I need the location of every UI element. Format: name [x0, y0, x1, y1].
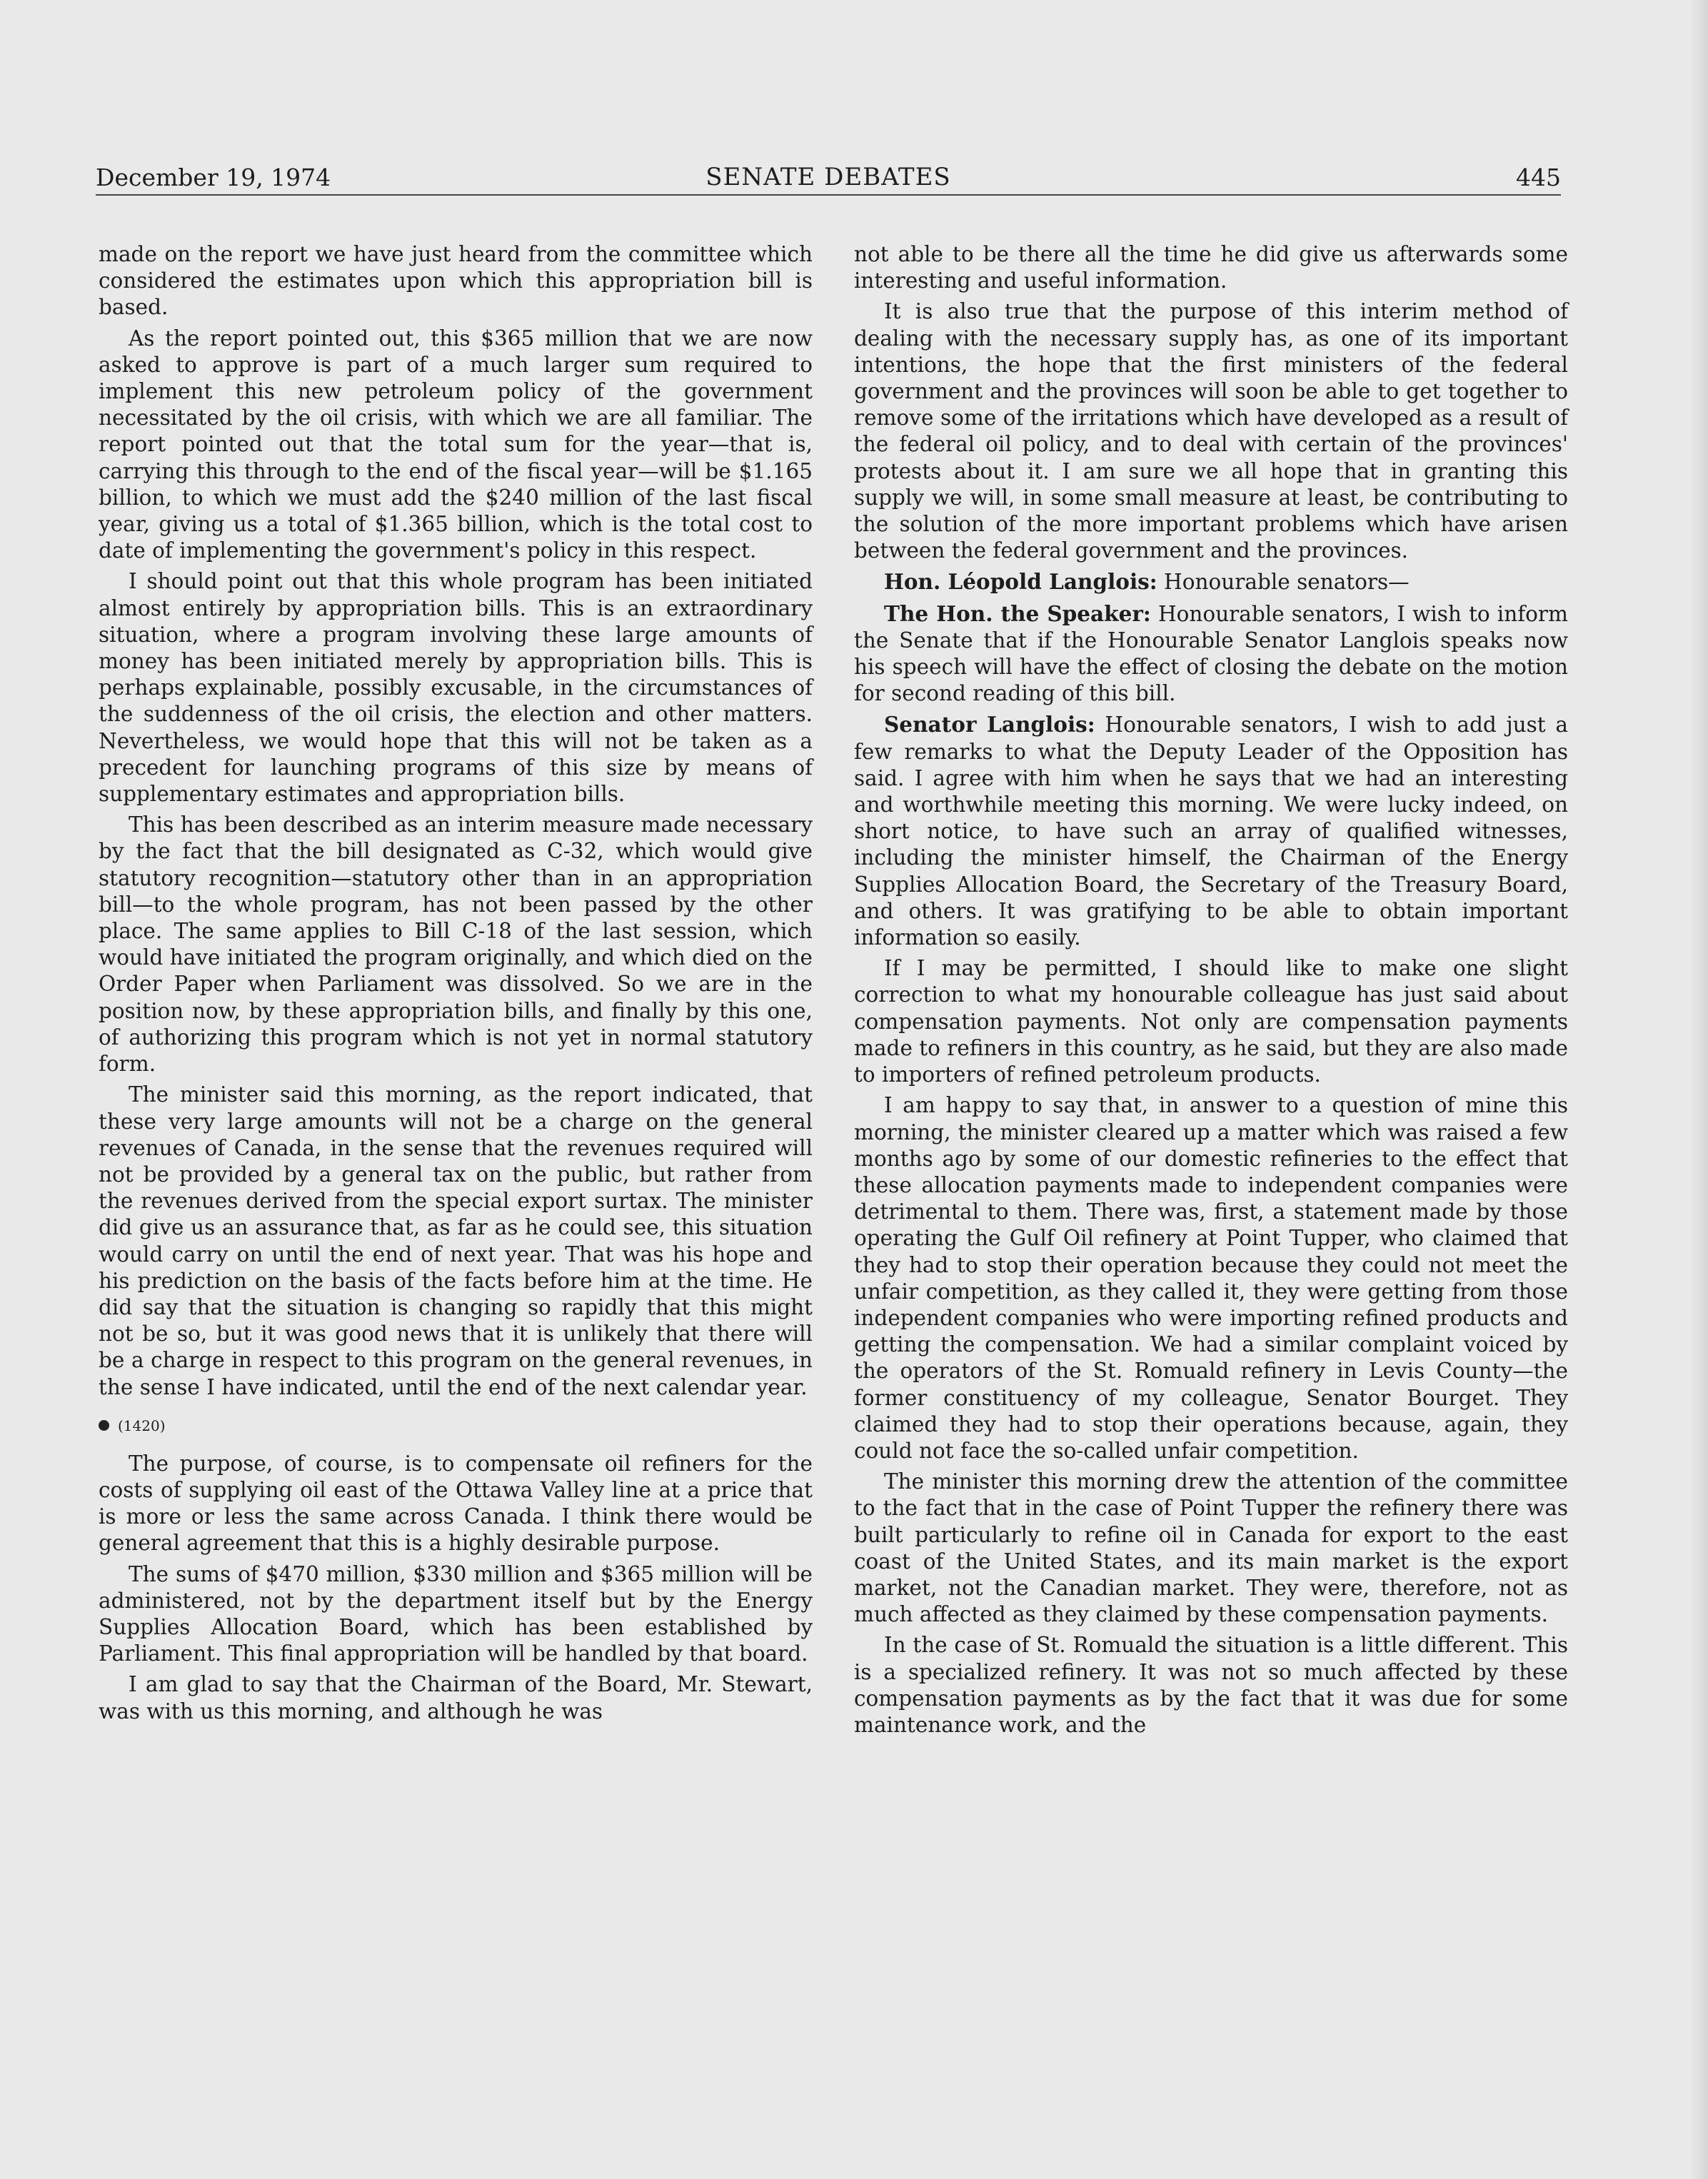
paragraph: The sums of $470 million, $330 million and $365 million will be administered, not by the department itself but by the Energy Supplies Allocation Board, which has been established by Parliament. This final appropriation will be handled by that board.: [99, 1561, 813, 1666]
paragraph: The purpose, of course, is to compensate oil refiners for the costs of supplying oil east of the Ottawa Valley line at a price that is more or less the same across Canada. I think there would be general agreement that this is a highly desirable purpose.: [99, 1451, 813, 1556]
paragraph: The minister said this morning, as the report indicated, that these very large amounts will not be a charge on the general revenues of Canada, in the sense that the revenues required will not be provided by a general tax on the public, but rather from the revenues derived from the special export surtax. The minister did give us an assurance that, as far as he could see, this situation would carry on until the end of next year. That was his hope and his prediction on the basis of the facts before him at the time. He did say that the situation is changing so rapidly that this might not be so, but it was good news that it is unlikely that there will be a charge in respect to this program on the general revenues, in the sense I have indicated, until the end of the next calendar year.: [99, 1082, 813, 1399]
bullet-dot-icon: [99, 1420, 109, 1431]
paragraph: As the report pointed out, this $365 million that we are now asked to approve is part of a much larger sum required to implement this new petroleum policy of the government necessitated by the oil crisis, with which we are all familiar. The report pointed out that the total sum for the year—that is, carrying this through to the end of the fiscal year—will be $1.165 billion, to which we must add the $240 million of the last fiscal year, giving us a total of $1.365 billion, which is the total cost to date of implementing the government's policy in this respect.: [99, 326, 813, 563]
speech-text: Honourable senators, I wish to inform the Senate that if the Honourable Senator Langlois speaks now his speech will have the effect of closing the debate on the motion for second reading of this bill.: [854, 601, 1568, 706]
time-marker-label: (1420): [118, 1416, 166, 1434]
speech-paragraph: [854, 711, 1568, 951]
page-header: [96, 157, 1561, 196]
header-title: SENATE DEBATES: [705, 163, 951, 191]
paragraph: In the case of St. Romuald the situation is a little different. This is a specialized refinery. It was not so much affected by these compensation payments as by the fact that it was due for some maintenance work, and the: [854, 1633, 1568, 1737]
paragraph: made on the report we have just heard from the committee which considered the estimates upon which this appropriation bill is based.: [99, 242, 813, 320]
paragraph: This has been described as an interim measure made necessary by the fact that the bill designated as C-32, which would give statutory recognition—statutory other than in an appropriation bill—to the whole program, has not been passed by the other place. The same applies to Bill C-18 of the last session, which would have initiated the program originally, and which died on the Order Paper when Parliament was dissolved. So we are in the position now, by these appropriation bills, and finally by this one, of authorizing this program which is not yet in normal statutory form.: [99, 812, 813, 1077]
speech-paragraph: [854, 568, 1568, 595]
paragraph: If I may be permitted, I should like to make one slight correction to what my honourable colleague has just said about compensation payments. Not only are compensation payments made to refiners in this country, as he said, but they are also made to importers of refined petroleum products.: [854, 956, 1568, 1087]
paragraph: I am glad to say that the Chairman of the Board, Mr. Stewart, was with us this morning, and although he was: [99, 1672, 813, 1723]
header-date: December 19, 1974: [96, 163, 331, 191]
page-number: 445: [1516, 163, 1561, 191]
paragraph: not able to be there all the time he did give us afterwards some interesting and useful information.: [854, 242, 1568, 293]
paragraph: I should point out that this whole program has been initiated almost entirely by appropriation bills. This is an extraordinary situation, where a program involving these large amounts of money has been initiated merely by appropriation bills. This is perhaps explainable, possibly excusable, in the circumstances of the suddenness of the oil crisis, the election and other matters. Nevertheless, we would hope that this will not be taken as a precedent for launching programs of this size by means of supplementary estimates and appropriation bills.: [99, 569, 813, 807]
speaker-name: Senator Langlois:: [884, 712, 1095, 738]
speech-paragraph: [854, 600, 1568, 708]
time-marker: [99, 1416, 813, 1435]
page-edge: [1689, 0, 1708, 2179]
right-column: [854, 241, 1568, 1743]
speaker-name: Hon. Léopold Langlois:: [884, 569, 1157, 595]
speech-text: Honourable senators, I wish to add just a few remarks to what the Deputy Leader of the Opposition has said. I agree with him when he says that we had an interesting and worthwhile meeting this morning. We were lucky indeed, on short notice, to have such an array of qualified witnesses, including the minister himself, the Chairman of the Energy Supplies Allocation Board, the Secretary of the Treasury Board, and others. It was gratifying to be able to obtain important information so easily.: [854, 713, 1568, 950]
paragraph: I am happy to say that, in answer to a question of mine this morning, the minister cleared up a matter which was raised a few months ago by some of our domestic refineries to the effect that these allocation payments made to independent companies were detrimental to them. There was, first, a statement made by those operating the Gulf Oil refinery at Point Tupper, who claimed that they had to stop their operation because they could not meet the unfair competition, as they called it, they were getting from those independent companies who were importing refined products and getting the compensation. We had a similar complaint voiced by the operators of the St. Romuald refinery in Levis County—the former constituency of my colleague, Senator Bourget. They claimed they had to stop their operations because, again, they could not face the so-called unfair competition.: [854, 1093, 1568, 1463]
paragraph: The minister this morning drew the attention of the committee to the fact that in the case of Point Tupper the refinery there was built particularly to refine oil in Canada for export to the east coast of the United States, and its main market is the export market, not the Canadian market. They were, therefore, not as much affected as they claimed by these compensation payments.: [854, 1469, 1568, 1627]
left-column: [99, 241, 813, 1729]
paragraph: It is also true that the purpose of this interim method of dealing with the necessary supply has, as one of its important intentions, the hope that the first ministers of the federal government and the provinces will soon be able to get together to remove some of the irritations which have developed as a result of the federal oil policy, and to deal with certain of the provinces' protests about it. I am sure we all hope that in granting this supply we will, in some small measure at least, be contributing to the solution of the more important problems which have arisen between the federal government and the provinces.: [854, 299, 1568, 563]
speaker-name: The Hon. the Speaker:: [884, 600, 1151, 626]
speech-text: Honourable senators—: [1157, 570, 1410, 595]
